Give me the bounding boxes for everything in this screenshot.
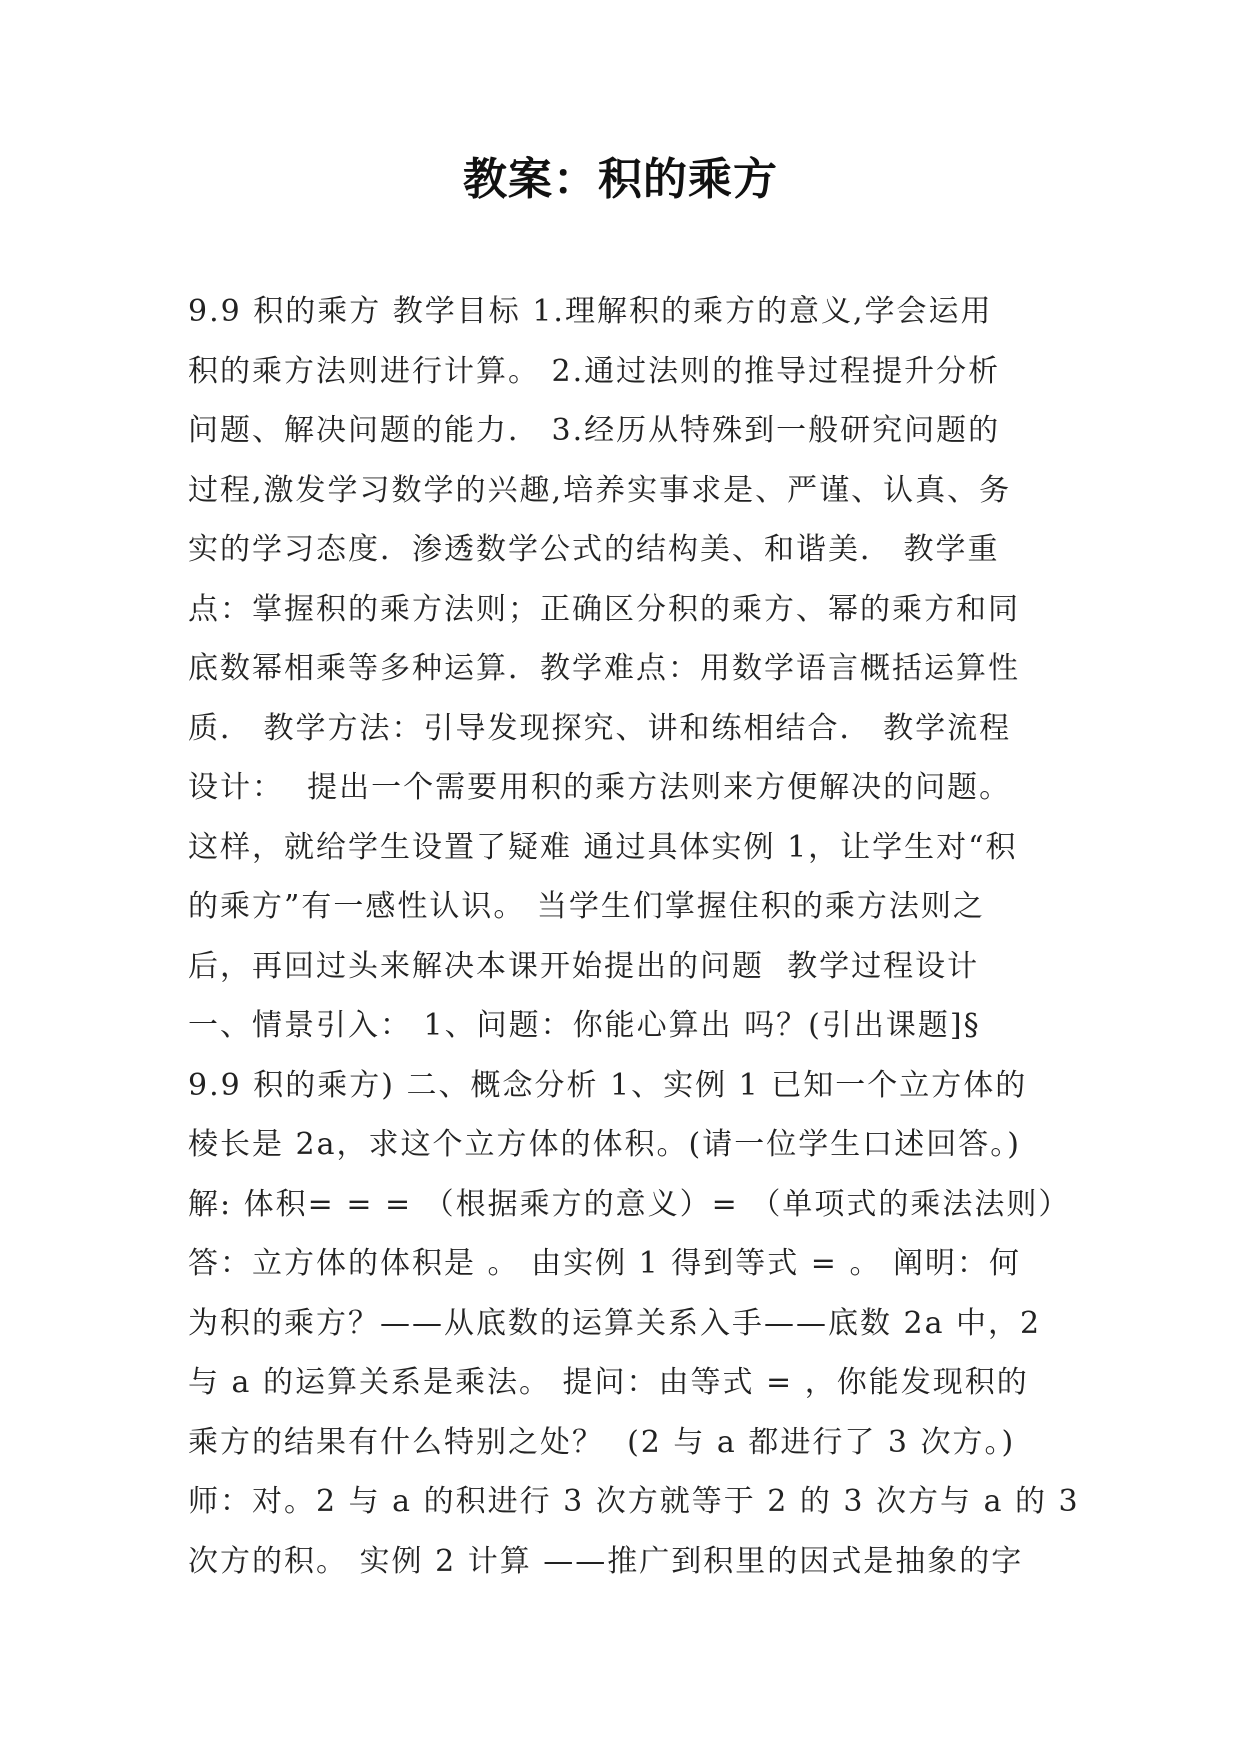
text-line: 过程,激发学习数学的兴趣,培养实事求是、严谨、认真、务 bbox=[188, 472, 1012, 508]
text-line: 后，再回过头来解决本课开始提出的问题 教学过程设计 bbox=[188, 948, 980, 984]
text-line: 点：掌握积的乘方法则；正确区分积的乘方、幂的乘方和同 bbox=[188, 591, 1020, 627]
text-line: 9.9 积的乘方) 二、概念分析 1、实例 1 已知一个立方体的 bbox=[188, 1067, 1028, 1103]
text-line: 一、情景引入： 1、问题：你能心算出 吗？(引出课题]§ bbox=[188, 1008, 981, 1043]
text-line: 这样，就给学生设置了疑难 通过具体实例 1，让学生对“积 bbox=[188, 829, 1018, 865]
text-line: 与 a 的运算关系是乘法。 提问：由等式 = ，你能发现积的 bbox=[188, 1365, 1029, 1400]
text-line: 问题、解决问题的能力． 3.经历从特殊到一般研究问题的 bbox=[188, 413, 1001, 448]
text-line: 实的学习态度．渗透数学公式的结构美、和谐美． 教学重 bbox=[188, 532, 1000, 567]
text-line: 次方的积。 实例 2 计算 ——推广到积里的因式是抽象的字 bbox=[188, 1543, 1024, 1579]
text-line: 质． 教学方法：引导发现探究、讲和练相结合． 教学流程 bbox=[188, 710, 1012, 746]
text-line: 棱长是 2a，求这个立方体的体积。(请一位学生口述回答。) bbox=[188, 1127, 1021, 1162]
text-line: 乘方的结果有什么特别之处？ (2 与 a 都进行了 3 次方。) bbox=[188, 1424, 1016, 1460]
text-line: 积的乘方法则进行计算。 2.通过法则的推导过程提升分析 bbox=[188, 353, 1001, 389]
text-line: 解: 体积= = = （根据乘方的意义）= （单项式的乘法法则） bbox=[188, 1186, 1071, 1222]
text-line: 答：立方体的体积是 。 由实例 1 得到等式 = 。 阐明：何 bbox=[188, 1246, 1021, 1281]
page-title: 教案：积的乘方 bbox=[463, 154, 778, 205]
text-line: 设计： 提出一个需要用积的乘方法则来方便解决的问题。 bbox=[188, 770, 1012, 805]
text-line: 9.9 积的乘方 教学目标 1.理解积的乘方的意义,学会运用 bbox=[188, 294, 993, 329]
text-line: 为积的乘方？——从底数的运算关系入手——底数 2a 中，2 bbox=[188, 1305, 1042, 1341]
body-text bbox=[188, 282, 1080, 1591]
text-line: 底数幂相乘等多种运算．教学难点：用数学语言概括运算性 bbox=[188, 651, 1020, 686]
text-line: 师：对。2 与 a 的积进行 3 次方就等于 2 的 3 次方与 a 的 3 bbox=[188, 1484, 1080, 1519]
text-line: 的乘方”有一感性认识。 当学生们掌握住积的乘方法则之 bbox=[188, 889, 985, 924]
